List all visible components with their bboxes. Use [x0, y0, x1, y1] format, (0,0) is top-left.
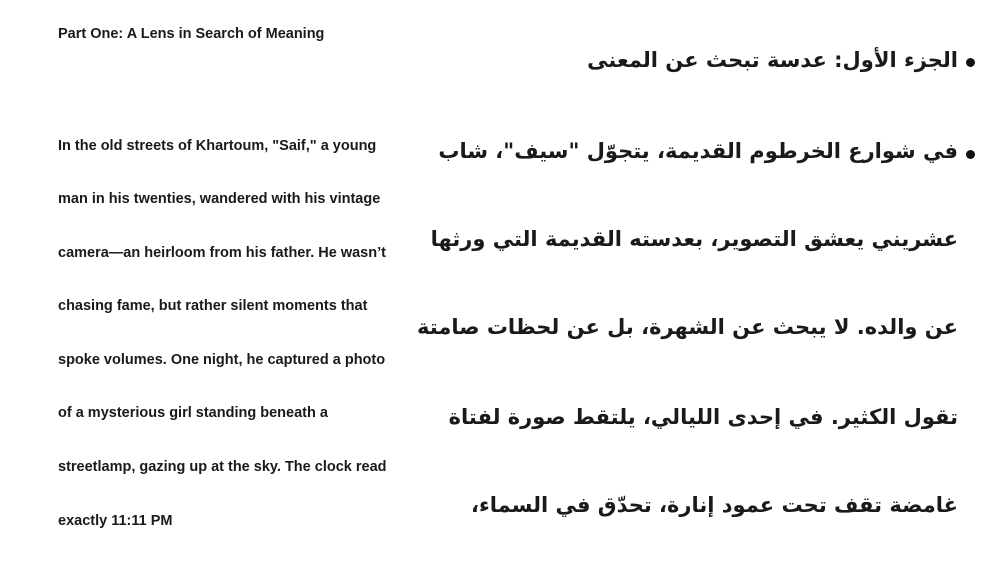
arabic-line: في شوارع الخرطوم القديمة، يتجوّل "سيف"، شاب	[438, 139, 958, 163]
english-line: chasing fame, but rather silent moments that	[58, 298, 368, 314]
arabic-line: غامضة تقف تحت عمود إنارة، تحدّق في السماء،	[471, 493, 958, 517]
english-line: camera—an heirloom from his father. He wasn’t	[58, 245, 386, 261]
english-line: streetlamp, gazing up at the sky. The clock read	[58, 459, 387, 475]
arabic-line: عشريني يعشق التصوير، بعدسته القديمة التي ورثها	[430, 227, 958, 251]
english-line: In the old streets of Khartoum, "Saif," a young	[58, 138, 377, 154]
english-title: Part One: A Lens in Search of Meaning	[58, 26, 325, 42]
arabic-title: الجزء الأول: عدسة تبحث عن المعنى	[587, 48, 958, 72]
arabic-line: عن والده. لا يبحث عن الشهرة، بل عن لحظات صامتة	[417, 315, 958, 339]
bullet-icon	[966, 150, 975, 159]
english-line: spoke volumes. One night, he captured a photo	[58, 352, 386, 368]
bullet-icon	[966, 58, 975, 67]
english-line: exactly 11:11 PM	[58, 513, 173, 529]
english-line: of a mysterious girl standing beneath a	[58, 405, 328, 421]
english-line: man in his twenties, wandered with his vintage	[58, 191, 381, 207]
arabic-line: تقول الكثير. في إحدى الليالي، يلتقط صورة لفتاة	[448, 405, 958, 429]
